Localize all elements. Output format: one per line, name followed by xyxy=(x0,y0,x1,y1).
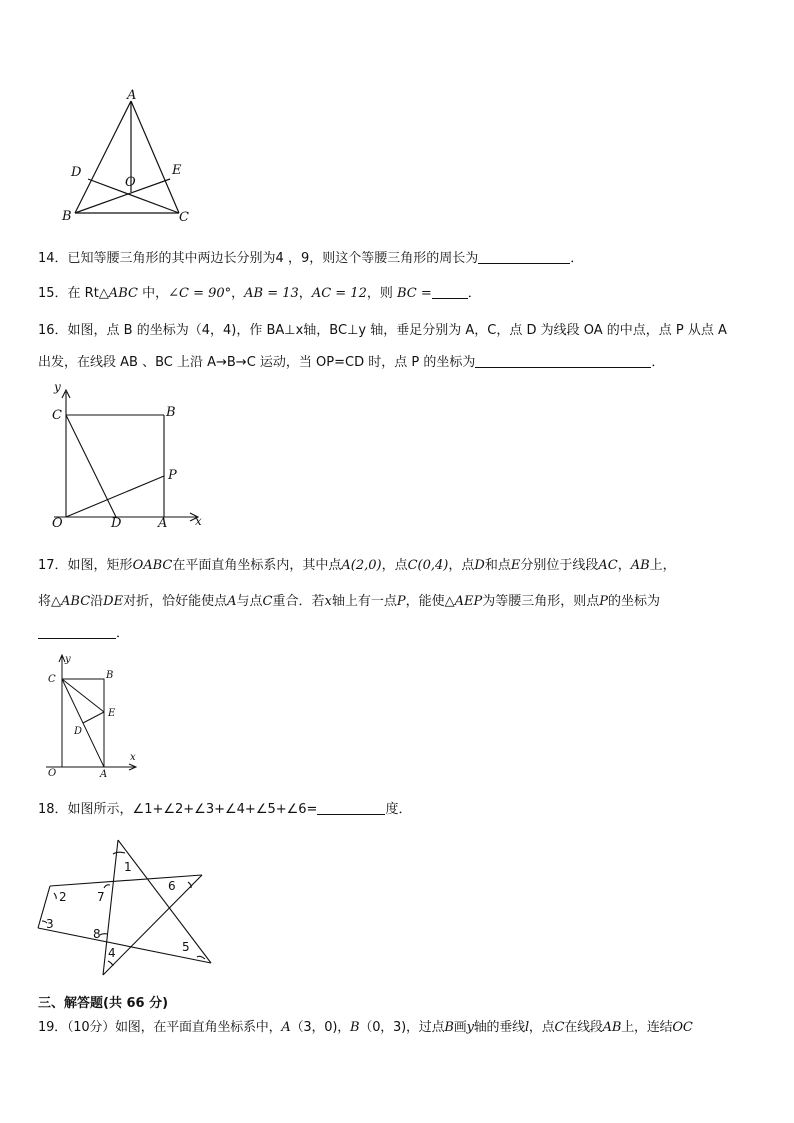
question-text: 已知等腰三角形的其中两边长分别为4 ，9，则这个等腰三角形的周长为 xyxy=(67,251,479,266)
q17-text: ， xyxy=(617,558,631,573)
question-19 xyxy=(38,1018,693,1038)
answer-blank[interactable] xyxy=(317,800,385,815)
q15-text-4: ， xyxy=(298,286,312,301)
label-E: E xyxy=(108,708,116,719)
question-text: 出发，在线段 AB 、BC 上沿 A→B→C 运动，当 OP=CD 时，点 P 的坐标为 xyxy=(38,355,476,370)
q15-angle-c: ∠C = 90° xyxy=(168,286,232,301)
question-number: 17． xyxy=(38,558,68,573)
q17-var: x xyxy=(324,594,332,609)
figure-q16-coordinate-square xyxy=(40,378,210,533)
q15-text-5: ，则 xyxy=(366,286,397,301)
q17-var: A xyxy=(227,594,237,609)
question-15 xyxy=(38,284,481,304)
q19-text: （3，0)， xyxy=(290,1020,351,1035)
q17-text: ，点 xyxy=(381,558,408,573)
question-number: 18． xyxy=(38,802,68,817)
question-14 xyxy=(38,249,583,269)
q17-text: ，点 xyxy=(448,558,475,573)
q19-var: l xyxy=(524,1020,529,1035)
label-D: D xyxy=(74,726,83,737)
angle-label-6: 6 xyxy=(168,879,176,893)
q17-text: 的坐标为 xyxy=(608,594,661,609)
q19-text: （0，3)，过点 xyxy=(359,1020,445,1035)
q19-text: （10分）如图，在平面直角坐标系中， xyxy=(66,1020,282,1035)
q15-ab: AB = 13 xyxy=(244,286,299,301)
figure-q17-rectangle-fold xyxy=(40,650,150,780)
label-B: B xyxy=(62,209,72,224)
label-O: O xyxy=(48,768,57,779)
label-O: O xyxy=(125,175,136,190)
angle-label-3: 3 xyxy=(46,917,54,931)
q17-text: 在平面直角坐标系内，其中点 xyxy=(172,558,342,573)
question-16-line-1 xyxy=(38,321,727,341)
label-x: x xyxy=(130,752,136,763)
q17-rect: OABC xyxy=(132,558,173,573)
q15-ac: AC = 12 xyxy=(311,286,367,301)
angle-label-4: 4 xyxy=(108,946,116,960)
q19-text: 画 xyxy=(453,1020,467,1035)
question-number: 14． xyxy=(38,251,68,266)
question-17-line-3 xyxy=(38,624,129,644)
q17-text: 重合．若 xyxy=(272,594,325,609)
label-A: A xyxy=(158,516,168,531)
label-D: D xyxy=(111,516,122,531)
figure-q18-star-angles xyxy=(30,835,220,980)
q17-var: △AEP xyxy=(444,594,483,609)
label-C: C xyxy=(179,210,189,225)
q17-text: 分别位于线段 xyxy=(520,558,599,573)
label-C: C xyxy=(48,674,56,685)
label-E: E xyxy=(172,163,182,178)
q19-text: 轴的垂线 xyxy=(473,1020,525,1035)
answer-blank[interactable] xyxy=(432,284,468,299)
angle-label-2: 2 xyxy=(59,890,67,904)
question-number: 16． xyxy=(38,323,68,338)
q17-text: 对折，恰好能使点 xyxy=(123,594,228,609)
label-D: D xyxy=(71,165,82,180)
q19-var: C xyxy=(554,1020,565,1035)
question-unit: 度． xyxy=(385,802,412,817)
answer-blank[interactable] xyxy=(475,353,651,368)
angle-label-1: 1 xyxy=(124,860,132,874)
q17-text: ，能使 xyxy=(405,594,445,609)
angle-label-7: 7 xyxy=(97,890,105,904)
q17-var: C xyxy=(262,594,273,609)
q19-var: y xyxy=(466,1020,474,1035)
q17-text: 和点 xyxy=(484,558,511,573)
question-end: ． xyxy=(467,286,481,301)
q17-text: 沿 xyxy=(90,594,104,609)
q17-var: D xyxy=(474,558,485,573)
q19-text: ，点 xyxy=(528,1020,555,1035)
figure-isosceles-triangle xyxy=(55,85,205,230)
label-A: A xyxy=(100,769,108,780)
question-end: ． xyxy=(651,355,665,370)
section-heading: 三、解答题(共 66 分) xyxy=(38,996,169,1011)
question-end: ． xyxy=(570,251,584,266)
label-x: x xyxy=(195,514,202,528)
q17-text: 轴上有一点 xyxy=(331,594,397,609)
q17-text: 如图，矩形 xyxy=(67,558,133,573)
question-17-line-1 xyxy=(38,556,676,576)
label-B: B xyxy=(106,670,114,681)
angle-label-8: 8 xyxy=(93,927,101,941)
q19-var: B xyxy=(350,1020,360,1035)
q17-var: DE xyxy=(103,594,124,609)
label-C: C xyxy=(52,408,62,423)
question-end: ． xyxy=(116,626,130,641)
q17-text: 与点 xyxy=(236,594,263,609)
label-y: y xyxy=(54,380,61,394)
q15-text-1: 在 Rt xyxy=(67,286,99,301)
q17-var: E xyxy=(510,558,521,573)
q15-text-3: ， xyxy=(231,286,245,301)
q19-var: OC xyxy=(672,1020,693,1035)
question-text: 如图所示，∠1+∠2+∠3+∠4+∠5+∠6= xyxy=(67,802,318,817)
question-text: 如图，点 B 的坐标为（4，4)，作 BA⊥x轴，BC⊥y 轴，垂足分别为 A，C，点 D 为线段 OA 的中点，点 P 从点 A xyxy=(67,323,727,338)
label-y: y xyxy=(65,654,71,665)
q15-text-2: 中， xyxy=(137,286,169,301)
question-17-line-2 xyxy=(38,592,660,612)
angle-label-5: 5 xyxy=(182,940,190,954)
q19-text: 上，连结 xyxy=(621,1020,673,1035)
question-16-line-2 xyxy=(38,353,664,373)
answer-blank[interactable] xyxy=(478,249,570,264)
q15-bc: BC = xyxy=(397,286,432,301)
question-number: 19． xyxy=(38,1020,67,1035)
q17-point-a: A(2,0) xyxy=(341,558,382,573)
question-number: 15． xyxy=(38,286,68,301)
q17-var: P xyxy=(396,594,406,609)
q15-triangle: △ABC xyxy=(98,286,138,301)
q17-text: 上， xyxy=(649,558,676,573)
q17-var: AC xyxy=(598,558,618,573)
q19-var: AB xyxy=(602,1020,622,1035)
q17-text: 为等腰三角形，则点 xyxy=(482,594,600,609)
q19-var: B xyxy=(444,1020,454,1035)
label-B: B xyxy=(166,405,176,420)
answer-blank[interactable] xyxy=(38,624,116,639)
label-A: A xyxy=(127,88,137,103)
q19-text: 在线段 xyxy=(564,1020,603,1035)
q17-var: △ABC xyxy=(51,594,91,609)
question-18 xyxy=(38,800,411,820)
q17-var: AB xyxy=(630,558,650,573)
q19-var: A xyxy=(281,1020,291,1035)
label-P: P xyxy=(168,468,177,483)
q17-point-c: C(0,4) xyxy=(407,558,449,573)
q17-var: P xyxy=(599,594,608,609)
q17-text: 将 xyxy=(38,594,52,609)
label-O: O xyxy=(52,516,63,531)
